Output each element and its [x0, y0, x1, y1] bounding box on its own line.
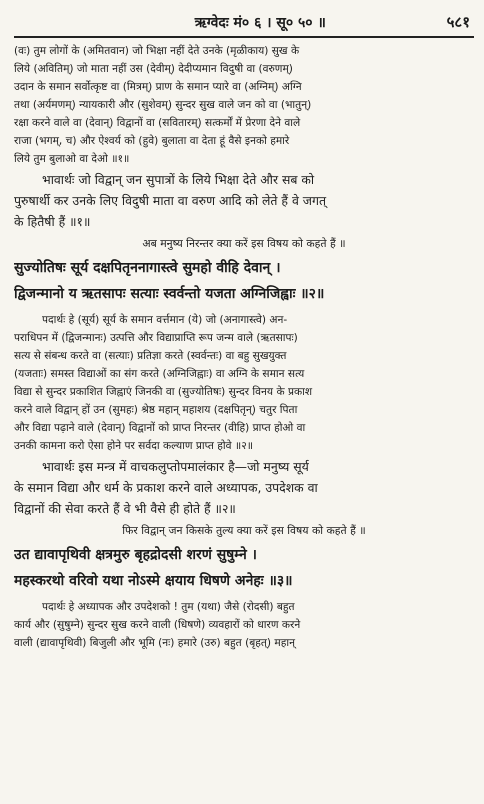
page-header [14, 10, 474, 34]
text-line: के समान विद्या और धर्म के प्रकाश करने वाले अध्यापक, उपदेशक वा [14, 480, 318, 495]
text-line: करने वाले विद्वान् हों उन (सुमहः) श्रेष्ठ महान् महाशय (दक्षपितृन्) चतुर पिता [14, 404, 298, 416]
text-line: भावार्थः इस मन्त्र में वाचकलुप्तोपमालंकार है—जो मनुष्य सूर्य [42, 459, 309, 474]
intro-paragraph [14, 42, 474, 168]
mantra-line: सुज्योतिषः सूर्य दक्षपितृननागास्त्वे सुमहो वीहि देवान् । [14, 260, 281, 276]
text-line: वाली (द्यावापृथिवी) बिजुली और भूमि (नः) हमारे (उरु) बहुत (बृहत्) महान् [14, 637, 295, 649]
text-line: और विद्या पढ़ाने वाले (देवान्) विद्वानों को प्राप्त निरन्तर (वीहि) प्राप्त होओ वा [14, 422, 306, 434]
text-line: कार्य और (सुषुम्ने) सुन्दर सुख करने वाली (धिषणे) व्यवहारों को धारण करने [14, 619, 301, 631]
mantra-line: उत द्यावापृथिवी क्षत्रमुरु बृहद्रोदसी शरणं सुषुम्ने । [14, 547, 257, 563]
text-line: पराधिपन में (द्विजन्मानः) उत्पत्ति और विद्याप्राप्ति रूप जन्म वाले (ऋतसापः) [14, 332, 298, 344]
text-line: भावार्थः जो विद्वान् जन सुपात्रों के लिये भिक्षा देते और सब को [42, 172, 315, 187]
text-line: उदान के समान सर्वोत्कृष्ट वा (मित्रम्) प्राण के समान प्यारे वा (अग्निम्) अग्नि [14, 81, 302, 93]
bhavarth-1 [14, 170, 474, 231]
text-line: पदार्थः हे अध्यापक और उपदेशको ! तुम (यथा) जैसे (रोदसी) बहुत [42, 601, 295, 613]
mantra-line: द्विजन्मानो य ऋतसापः सत्याः स्वर्वन्तो यजता अग्निजिह्वाः ॥२॥ [14, 286, 325, 302]
text-line: सत्य से संबन्ध करते वा (सत्याः) प्रतिज्ञा करते (स्वर्वन्तः) वा बहु सुखयुक्त [14, 350, 287, 362]
subject-line-2: फिर विद्वान् जन किसके तुल्य क्या करें इस विषय को कहते हैं ॥ [122, 524, 366, 537]
bhavarth-2 [14, 457, 474, 518]
padarth-2 [14, 598, 474, 652]
text-line: रक्षा करने वाले वा (देवान्) विद्वानों वा (सवितारम्) सत्कर्मों में प्रेरणा देने वाले [14, 117, 301, 129]
page-title: ऋग्वेदः मं० ६ । सू० ५० ॥ [194, 14, 326, 31]
mantra-1 [14, 255, 474, 307]
subject-line-1: अब मनुष्य निरन्तर क्या करें इस विषय को कहते हैं ॥ [142, 237, 346, 250]
text-line: विद्वानों की सेवा करते हैं वे भी वैसे ही होते हैं ॥२॥ [14, 501, 236, 516]
header-rule [14, 36, 474, 38]
text-line: पुरुषार्थी कर उनके लिए विदुषी माता वा वरुण आदि को लेते हैं वे जगत् [14, 193, 327, 208]
padarth-1 [14, 311, 474, 455]
text-line: तथा (अर्यमणम्) न्यायकारी और (सुशेवम्) सुन्दर सुख वाले जन को वा (भातुन्) [14, 99, 312, 111]
text-line: राजा (भगम्, च) और ऐश्वर्य को (हुवे) बुलाता वा देता हूं वैसे इनको हमारे [14, 135, 290, 147]
text-line: पदार्थः हे (सूर्य) सूर्य के समान वर्त्तमान (ये) जो (अनागास्त्वे) अन- [42, 314, 288, 326]
text-line: के हितैषी हैं ॥१॥ [14, 214, 91, 229]
text-line: (वः) तुम लोगों के (अमितवान) जो भिक्षा नहीं देते उनके (मृळीकाय) सुख के [14, 45, 300, 57]
mantra-line: महस्करथो वरिवो यथा नोऽस्मे क्षयाय धिषणे अनेहः ॥३॥ [14, 573, 293, 589]
text-line: (यजताः) समस्त विद्याओं का संग करते (अग्निजिह्वाः) वा अग्नि के समान सत्य [14, 368, 305, 380]
page-number: ५८१ [446, 13, 470, 31]
mantra-2 [14, 542, 474, 594]
text-line: उनकी कामना करो ऐसा होने पर सर्वदा कल्याण प्राप्त होवे ॥२॥ [14, 440, 254, 452]
text-line: विद्या से सुन्दर प्रकाशित जिह्वाएं जिनकी वा (सुज्योतिषः) सुन्दर विनय के प्रकाश [14, 386, 313, 398]
text-line: लिये (अवितिम्) जो माता नहीं उस (देवीम्) देदीप्यमान विदुषी वा (वरुणम्) [14, 63, 293, 75]
text-line: लिये तुम बुलाओ वा देओ ॥१॥ [14, 153, 130, 165]
